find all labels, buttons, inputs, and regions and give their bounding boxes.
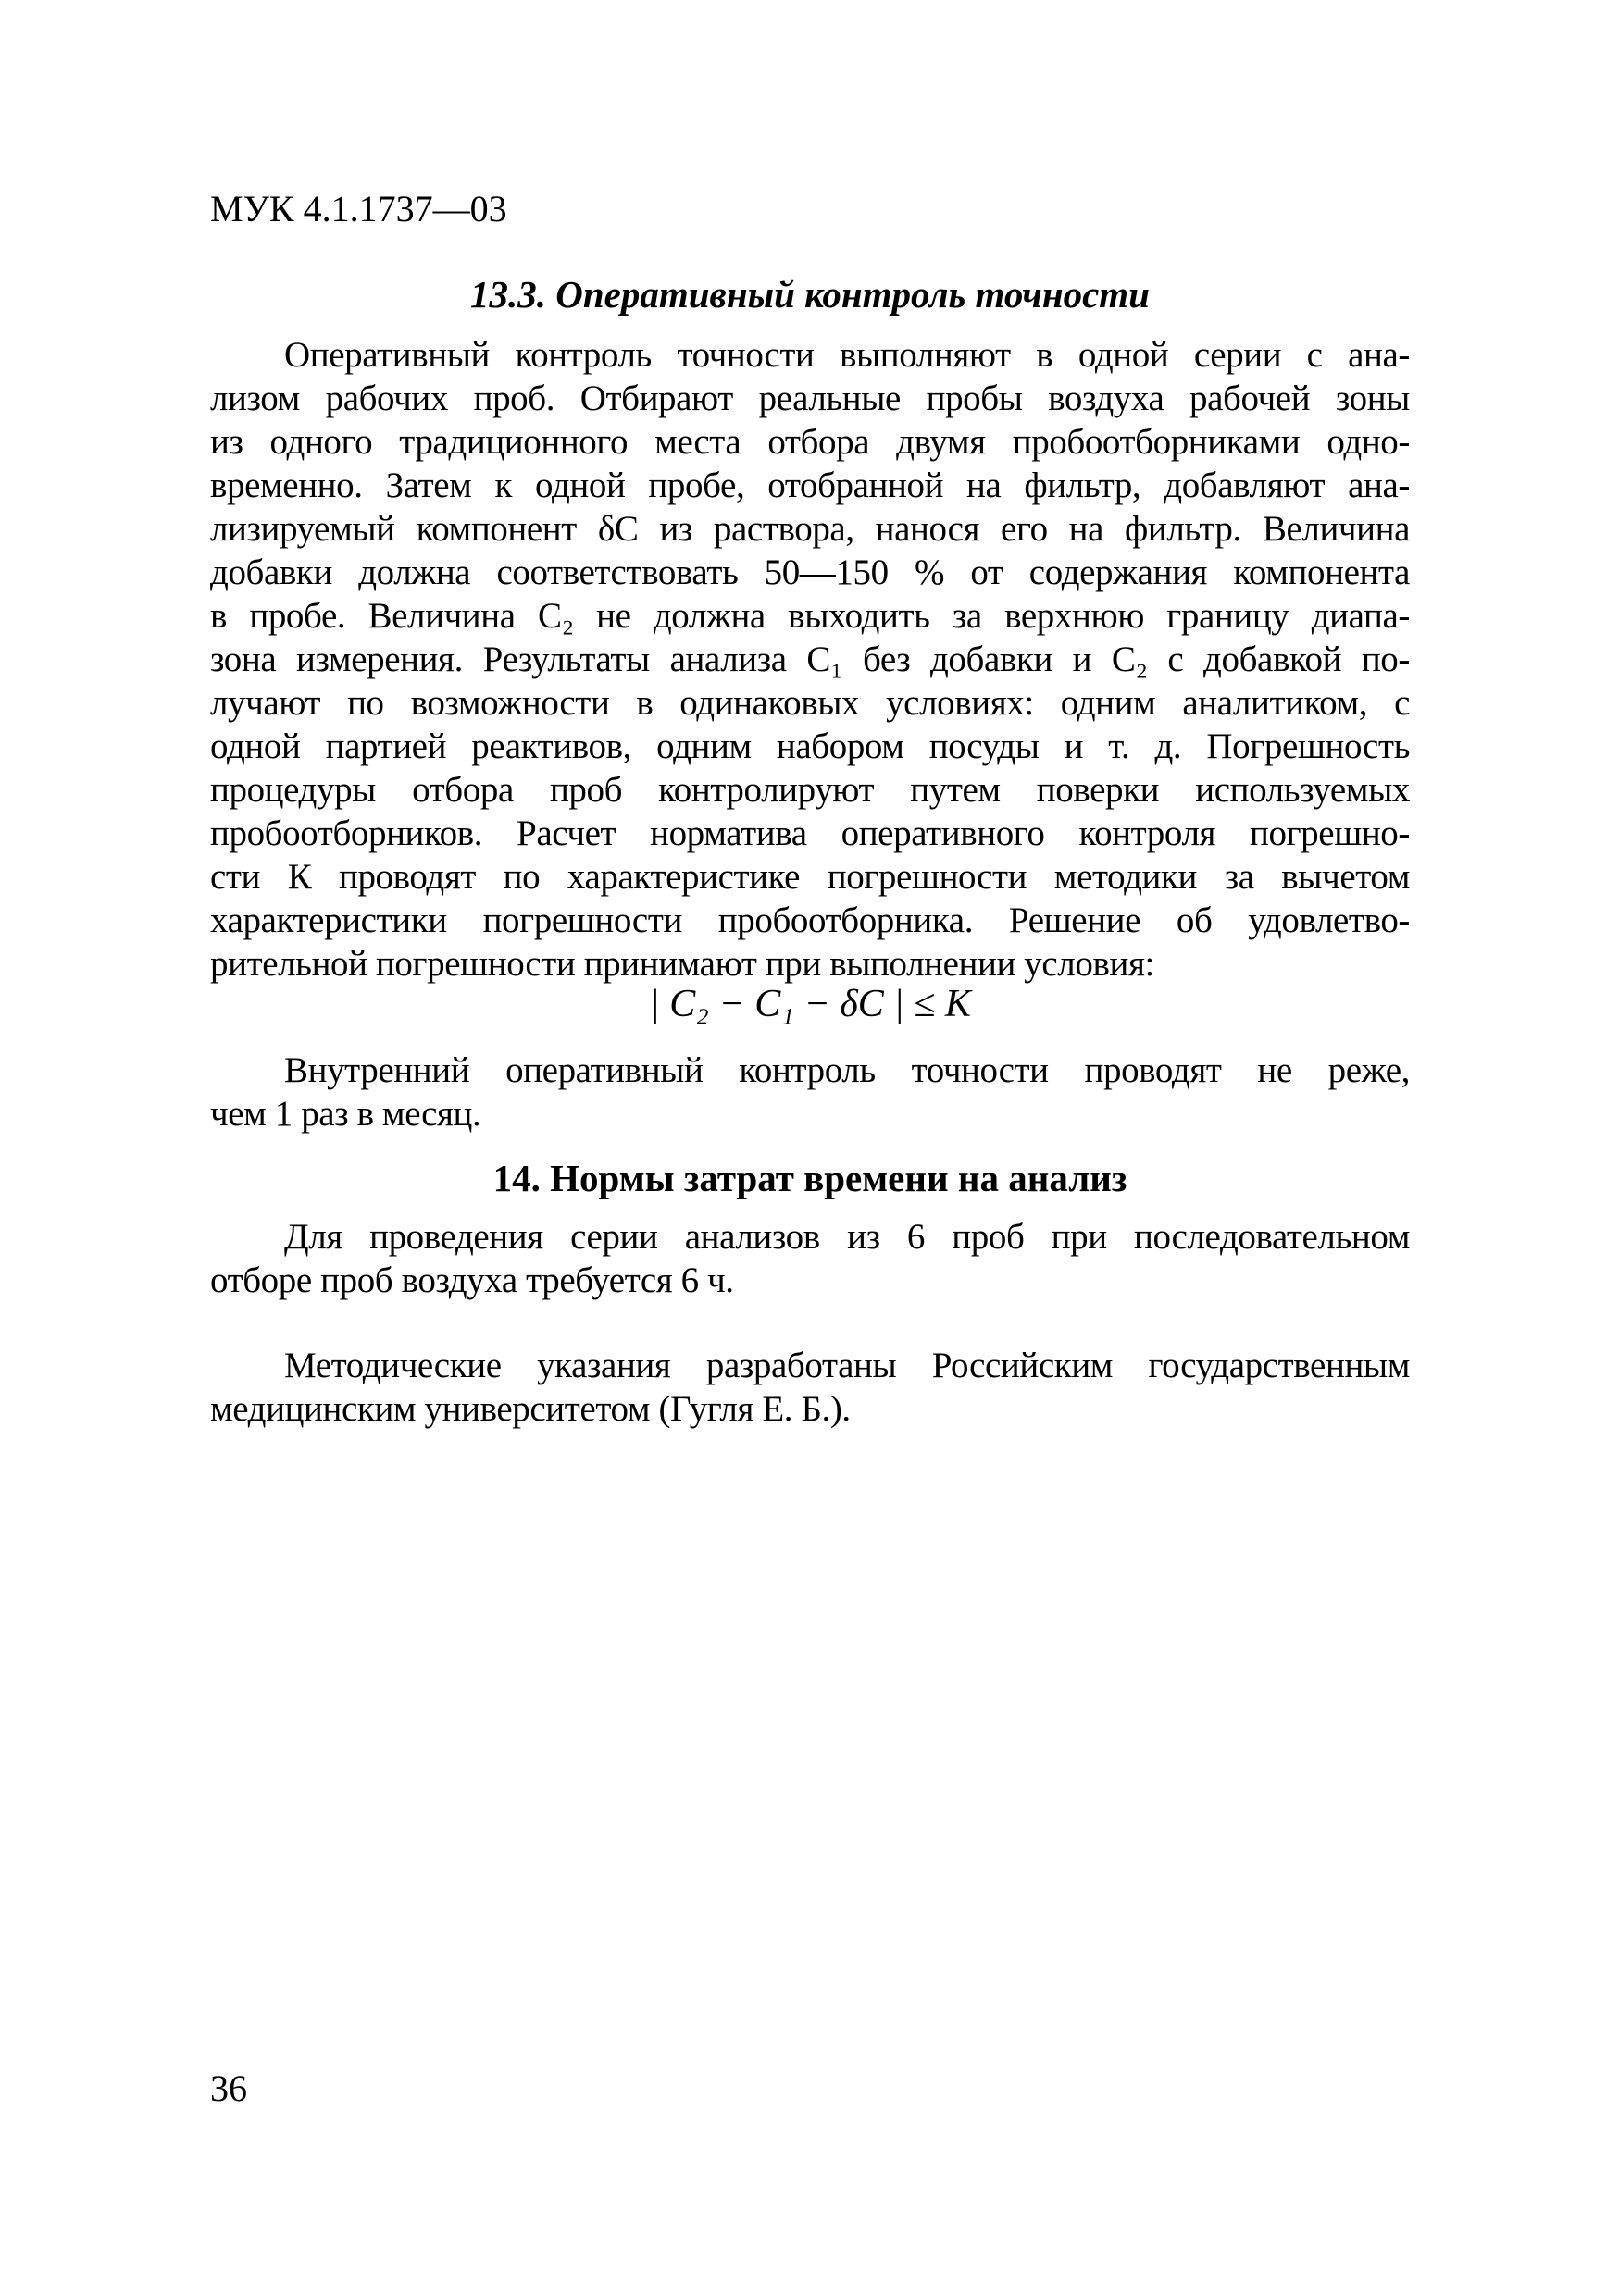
paragraph-developer-note: [210, 1344, 1410, 1431]
paragraph-operational-control: [210, 333, 1410, 986]
text-line: одной партией реактивов, одним набором посуды и т. д. Погрешность: [210, 726, 1410, 766]
text-line: рительной погрешности принимают при выполнении условия:: [210, 944, 1154, 984]
paragraph-internal-control: [210, 1049, 1410, 1136]
text-line: из одного традиционного места отбора двумя пробоотборниками одно-: [210, 422, 1410, 462]
text-line: Для проведения серии анализов из 6 проб при последовательном: [284, 1217, 1410, 1257]
section-heading-13-3: 13.3. Оперативный контроль точности: [470, 273, 1150, 316]
text-line: отборе проб воздуха требуется 6 ч.: [210, 1260, 734, 1300]
text-line: добавки должна соответствовать 50—150 % от содержания компонента: [210, 552, 1410, 592]
page-content: [210, 0, 1410, 2296]
accuracy-control-formula: | C₂ − C₁ − δC | ≤ К: [649, 983, 971, 1025]
text-line: временно. Затем к одной пробе, отобранной на фильтр, добавляют ана-: [210, 465, 1410, 505]
text-line: лизируемый компонент δC из раствора, нанося его на фильтр. Величина: [210, 509, 1410, 549]
text-line: процедуры отбора проб контролируют путем поверки используемых: [210, 770, 1410, 810]
text-line: характеристики погрешности пробоотборника. Решение об удовлетво-: [210, 900, 1410, 940]
text-line: лучают по возможности в одинаковых условиях: одним аналитиком, с: [210, 683, 1410, 723]
text-line: в пробе. Величина C₂ не должна выходить за верхнюю границу диапа-: [210, 596, 1410, 636]
text-line: чем 1 раз в месяц.: [210, 1094, 481, 1134]
paragraph-time-norms: [210, 1215, 1410, 1302]
text-line: пробоотборников. Расчет норматива оперативного контроля погрешно-: [210, 813, 1410, 853]
page-number: 36: [210, 2067, 247, 2109]
text-line: сти К проводят по характеристике погрешности методики за вычетом: [210, 857, 1410, 897]
text-line: медицинским университетом (Гугля Е. Б.).: [210, 1389, 851, 1429]
section-heading-14: 14. Нормы затрат времени на анализ: [492, 1157, 1127, 1199]
text-line: зона измерения. Результаты анализа C₁ без добавки и C₂ с добавкой по-: [210, 639, 1410, 679]
text-line: Оперативный контроль точности выполняют в одной серии с ана-: [284, 335, 1410, 375]
text-line: Методические указания разработаны Российским государственным: [284, 1346, 1410, 1385]
text-line: лизом рабочих проб. Отбирают реальные пробы воздуха рабочей зоны: [210, 379, 1410, 418]
text-line: Внутренний оперативный контроль точности проводят не реже,: [284, 1050, 1410, 1090]
document-code: МУК 4.1.1737—03: [210, 188, 507, 230]
